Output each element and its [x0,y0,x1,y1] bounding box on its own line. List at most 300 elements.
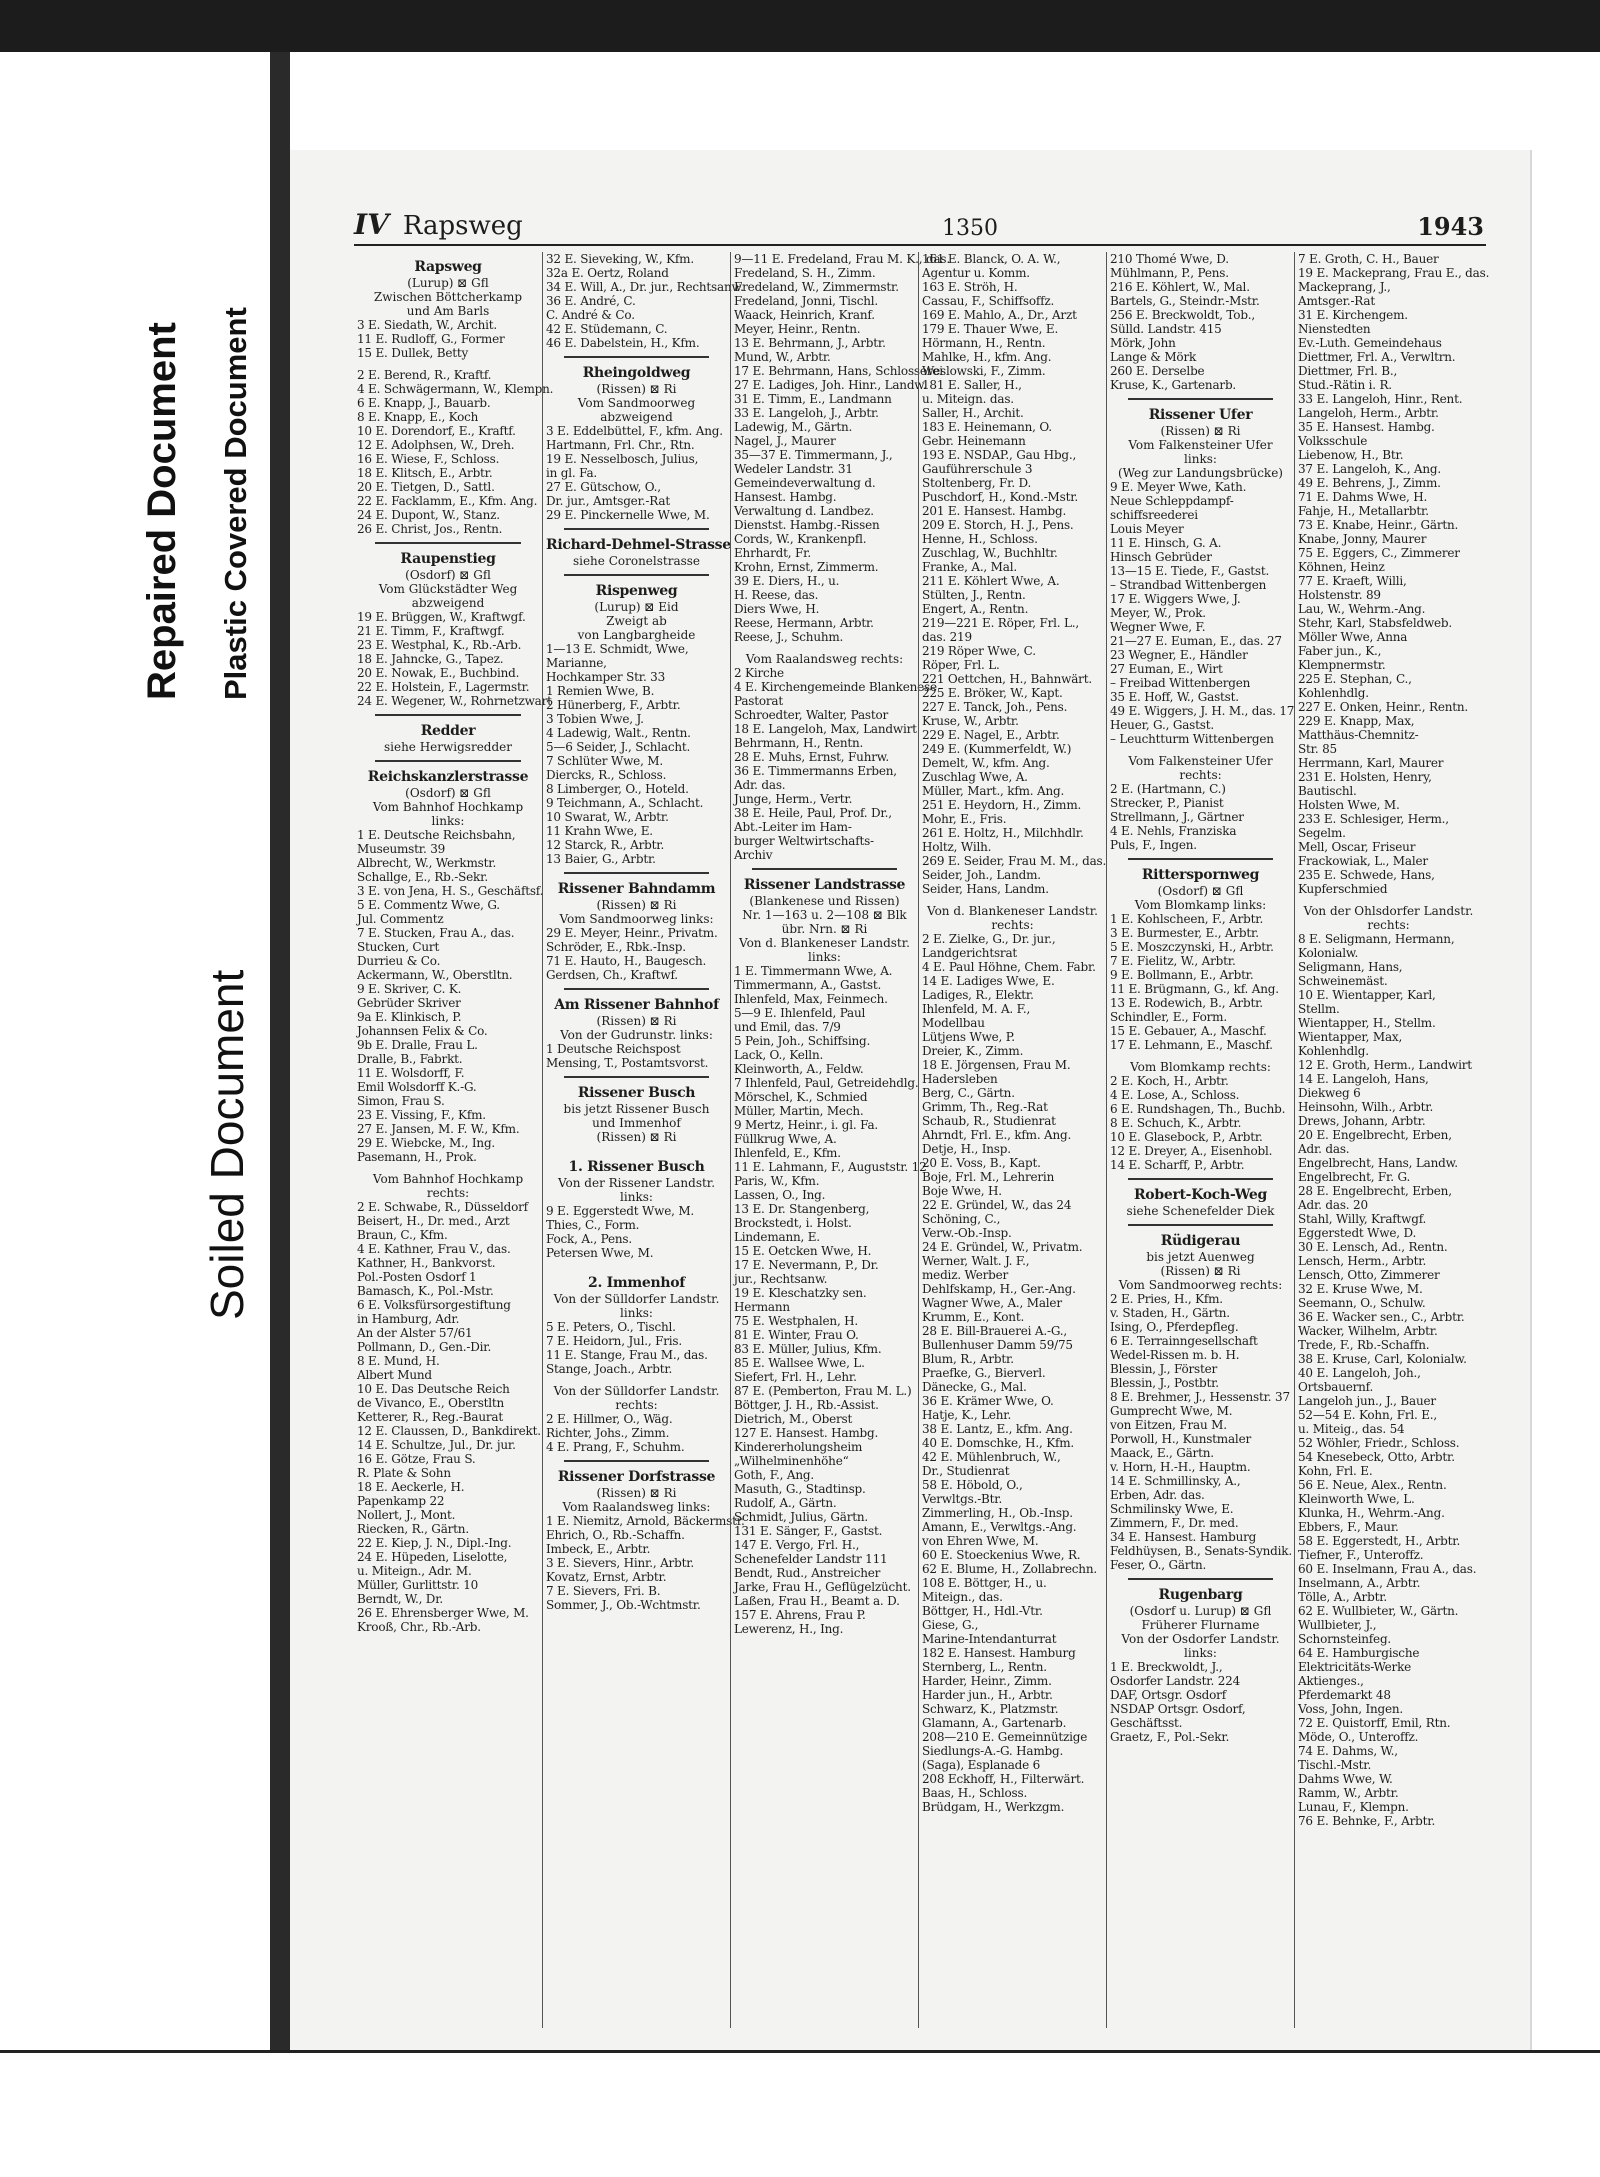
street-title: Raupenstieg [400,551,496,567]
list-item: 210 Thomé Wwe, D. [1110,252,1229,266]
list-item: 24 E. Wegener, W., Rohrnetzwart [357,694,552,708]
list-item: Pol.-Posten Osdorf 1 [357,1270,477,1284]
list-item: Porwoll, H., Kunstmaler [1110,1432,1252,1446]
list-item: 8 E. Mund, H. [357,1354,440,1368]
list-item: 5 E. Commentz Wwe, G. [357,898,500,912]
list-item: 161 E. Blanck, O. A. W., [922,252,1061,266]
list-item: Graetz, F., Pol.-Sekr. [1110,1730,1230,1744]
list-item: Landgerichtsrat [922,946,1018,960]
list-item: Diers Wwe, H. [734,602,820,616]
list-item: Ladiges, R., Elektr. [922,988,1034,1002]
list-item: 3 E. von Jena, H. S., Geschäftsf. [357,884,544,898]
list-item: Langeloh, Herm., Arbtr. [1298,406,1439,420]
list-item: Bartels, G., Steindr.-Mstr. [1110,294,1260,308]
list-item: Brüdgam, H., Werkzgm. [922,1800,1065,1814]
list-item: 11 E. Brügmann, G., kf. Ang. [1110,982,1279,996]
list-item: 73 E. Knabe, Heinr., Gärtn. [1298,518,1459,532]
list-item: 3 Tobien Wwe, J. [546,712,644,726]
list-item: 225 E. Bröker, W., Kapt. [922,686,1063,700]
list-item: und Emil, das. 7/9 [734,1020,841,1034]
list-item: Riecken, R., Gärtn. [357,1522,469,1536]
list-item: 3 E. Burmester, E., Arbtr. [1110,926,1259,940]
list-item: 3 E. Siedath, W., Archit. [357,318,498,332]
list-item: 14 E. Langeloh, Hans, [1298,1072,1429,1086]
list-item: 182 E. Hansest. Hamburg [922,1646,1076,1660]
list-item: Stucken, Curt [357,940,440,954]
list-item: Aktienges., [1298,1674,1364,1688]
list-item: v. Horn, H.-H., Hauptm. [1110,1460,1251,1474]
list-item: Dietrich, M., Oberst [734,1412,853,1426]
street-title: 1. Rissener Busch [568,1159,705,1175]
street-subtitle: rechts: [615,1398,658,1412]
list-item: 193 E. NSDAP., Gau Hbg., [922,448,1077,462]
list-item: Braun, C., Kfm. [357,1228,448,1242]
list-item: Hatje, K., Lehr. [922,1408,1012,1422]
street-subtitle: rechts: [1179,768,1222,782]
list-item: Durrieu & Co. [357,954,441,968]
list-item: 60 E. Stoeckenius Wwe, R. [922,1548,1081,1562]
list-item: Sternberg, L., Rentn. [922,1660,1047,1674]
list-item: 30 E. Lensch, Ad., Rentn. [1298,1240,1448,1254]
list-item: Ortsbauernf. [1298,1380,1374,1394]
list-item: jur., Rechtsanw. [734,1272,828,1286]
list-item: 12 E. Groth, Herm., Landwirt [1298,1058,1472,1072]
list-item: Stellm. [1298,1002,1340,1016]
list-item: Mackeprang, J., [1298,280,1391,294]
street-subtitle: Vom Raalandsweg rechts: [745,652,904,666]
list-item: 15 E. Oetcken Wwe, H. [734,1244,872,1258]
list-item: Langeloh jun., J., Bauer [1298,1394,1436,1408]
spacer [922,896,1103,904]
list-item: 2 E. Koch, H., Arbtr. [1110,1074,1229,1088]
list-item: 4 Ladewig, Walt., Rentn. [546,726,691,740]
section-divider [1128,1178,1273,1180]
list-item: 20 E. Tietgen, D., Sattl. [357,480,495,494]
street-subtitle: Vom Bahnhof Hochkamp [372,800,524,814]
list-item: Laßen, Frau H., Beamt a. D. [734,1594,900,1608]
spacer [1110,746,1291,754]
list-item: 4 E. Kirchengemeinde Blankenese [734,680,937,694]
section-divider [1128,1224,1273,1226]
list-item: 19 E. Brüggen, W., Kraftwgf. [357,610,526,624]
street-subtitle: abzweigend [411,596,485,610]
spacer [357,1164,539,1172]
list-item: 23 E. Vissing, F., Kfm. [357,1108,486,1122]
list-item: 169 E. Mahlo, A., Dr., Arzt [922,308,1077,322]
list-item: 7 E. Stucken, Frau A., das. [357,926,515,940]
list-item: 20 E. Voss, B., Kapt. [922,1156,1041,1170]
list-item: „Wilhelminenhöhe“ [734,1454,849,1468]
list-item: Kupferschmied [1298,882,1388,896]
list-item: 52—54 E. Kohn, Frl. E., [1298,1408,1438,1422]
list-item: Füllkrug Wwe, A. [734,1132,837,1146]
list-item: 58 E. Eggerstedt, H., Arbtr. [1298,1534,1461,1548]
list-item: Cassau, F., Schiffsoffz. [922,294,1055,308]
list-item: 14 E. Schultze, Jul., Dr. jur. [357,1438,516,1452]
list-item: 11 E. Hinsch, G. A. [1110,536,1222,550]
list-item: Cords, W., Krankenpfl. [734,532,867,546]
list-item: Jarke, Frau H., Geflügelzücht. [734,1580,911,1594]
list-item: 12 E. Dreyer, A., Eisenhobl. [1110,1144,1273,1158]
list-item: 27 E. Ladiges, Joh. Hinr., Landw. [734,378,927,392]
spacer [357,360,539,368]
list-item: 60 E. Inselmann, Frau A., das. [1298,1562,1477,1576]
list-item: Seligmann, Hans, [1298,960,1403,974]
list-item: 6 E. Knapp, J., Bauarb. [357,396,491,410]
column-4 [918,252,1106,2028]
list-item: 11 E. Lahmann, F., Auguststr. 12 [734,1160,927,1174]
list-item: Segelm. [1298,826,1346,840]
list-item: 64 E. Hamburgische [1298,1646,1420,1660]
list-item: Verwaltung d. Landbez. [734,504,874,518]
list-item: 4 E. Paul Höhne, Chem. Fabr. [922,960,1096,974]
list-item: Holtz, Wilh. [922,840,992,854]
list-item: 38 E. Heile, Paul, Prof. Dr., [734,806,892,820]
list-item: Dehlfskamp, H., Ger.-Ang. [922,1282,1076,1296]
list-item: Lensch, Otto, Zimmerer [1298,1268,1440,1282]
street-subtitle: rechts: [991,918,1034,932]
list-item: Gemeindeverwaltung d. [734,476,876,490]
list-item: Engert, A., Rentn. [922,602,1029,616]
list-item: 87 E. (Pemberton, Frau M. L.) [734,1384,912,1398]
list-item: Stoltenberg, Fr. D. [922,476,1032,490]
street-subtitle: Von der Osdorfer Landstr. [1121,1632,1280,1646]
list-item: 18 E. Jörgensen, Frau M. [922,1058,1071,1072]
list-item: 16 E. Götze, Frau S. [357,1452,476,1466]
list-item: Gumprecht Wwe, M. [1110,1404,1233,1418]
list-item: Kohn, Frl. E. [1298,1464,1373,1478]
street-title: Ritterspornweg [1141,867,1260,883]
list-item: Junge, Herm., Vertr. [734,792,853,806]
street-subtitle: (Rissen) ⊠ Ri [596,1486,677,1500]
list-item: Diettmer, Frl. A., Verwltrn. [1298,350,1456,364]
list-item: 76 E. Behnke, F., Arbtr. [1298,1814,1436,1828]
list-item: Henne, H., Schloss. [922,532,1038,546]
list-item: Wedeler Landstr. 31 [734,462,853,476]
street-title: Rispenweg [595,583,678,599]
list-item: Harder, Heinr., Zimm. [922,1674,1052,1688]
header-section-roman: IV [354,208,389,241]
list-item: 17 E. Nevermann, P., Dr. [734,1258,879,1272]
list-item: 23 Wegner, E., Händler [1110,648,1248,662]
list-item: Zimmern, F., Dr. med. [1110,1516,1239,1530]
list-item: Holsten Wwe, M. [1298,798,1400,812]
street-subtitle: rechts: [1367,918,1410,932]
list-item: 31 E. Kirchengem. [1298,308,1408,322]
list-item: 225 E. Stephan, C., [1298,672,1412,686]
list-item: Brockstedt, i. Holst. [734,1216,852,1230]
list-item: Mörschel, K., Schmied [734,1090,868,1104]
list-item: Jul. Commentz [357,912,444,926]
street-title: 2. Immenhof [588,1275,685,1291]
list-item: Hermann [734,1300,790,1314]
street-subtitle: siehe Schenefelder Diek [1126,1204,1275,1218]
list-item: 27 E. Gütschow, O., [546,480,661,494]
list-item: 1 E. Breckwoldt, J., [1110,1660,1223,1674]
spacer [546,1376,727,1384]
list-item: Blessin, J., Postbtr. [1110,1376,1219,1390]
list-item: 15 E. Dullek, Betty [357,346,469,360]
street-subtitle: Vom Glückstädter Weg [378,582,518,596]
list-item: Lack, O., Kelln. [734,1048,824,1062]
list-item: Dr. jur., Amtsger.-Rat [546,494,670,508]
list-item: 20 E. Nowak, E., Buchbind. [357,666,520,680]
list-item: 15 E. Gebauer, A., Maschf. [1110,1024,1267,1038]
spacer [734,644,915,652]
list-item: 157 E. Ahrens, Frau P. [734,1608,866,1622]
street-subtitle: Von d. Blankeneser Landstr. [927,904,1098,918]
list-item: Puschdorf, H., Kond.-Mstr. [922,490,1079,504]
list-item: 38 E. Kruse, Carl, Kolonialw. [1298,1352,1467,1366]
section-divider [564,528,709,530]
street-subtitle: Früherer Flurname [1141,1618,1260,1632]
list-item: Beisert, H., Dr. med., Arzt [357,1214,510,1228]
list-item: Praefke, G., Bierverl. [922,1366,1046,1380]
list-item: Ackermann, W., Oberstltn. [357,968,513,982]
list-item: Meyer, W., Prok. [1110,606,1206,620]
list-item: Papenkamp 22 [357,1494,445,1508]
label-plastic-covered-document: Plastic Covered Document [218,307,253,700]
list-item: Amann, E., Verwltgs.-Ang. [922,1520,1077,1534]
list-item: Erben, Adr. das. [1110,1488,1205,1502]
list-item: 10 E. Das Deutsche Reich [357,1382,510,1396]
street-title: Rissener Ufer [1148,407,1253,423]
street-subtitle: (Lurup) ⊠ Eid [594,600,679,614]
list-item: 8 E. Schuch, K., Arbtr. [1110,1116,1242,1130]
street-subtitle: (Rissen) ⊠ Ri [596,1014,677,1028]
list-item: 14 E. Ladiges Wwe, E. [922,974,1055,988]
street-subtitle: (Osdorf) ⊠ Gfl [405,786,491,800]
list-item: Siefert, Frl. H., Lehr. [734,1370,857,1384]
section-divider [1128,398,1273,400]
list-item: Lütjens Wwe, P. [922,1030,1015,1044]
list-item: Masuth, G., Stadtinsp. [734,1482,866,1496]
list-item: Schenefelder Landstr 111 [734,1552,888,1566]
list-item: Schallge, E., Rb.-Sekr. [357,870,488,884]
list-item: Seider, Hans, Landm. [922,882,1049,896]
street-subtitle: übr. Nrn. ⊠ Ri [781,922,868,936]
street-subtitle: Vom Sandmoorweg links: [559,912,714,926]
street-title: Reichskanzlerstrasse [367,769,529,785]
list-item: Dienstst. Hambg.-Rissen [734,518,880,532]
list-item: Sülld. Landstr. 415 [1110,322,1222,336]
page-header [354,205,1484,241]
street-subtitle: Vom Raalandsweg links: [562,1500,711,1514]
list-item: Saller, H., Archit. [922,406,1024,420]
street-title: Rissener Bahndamm [557,881,716,897]
street-subtitle: bis jetzt Auenweg [1146,1250,1255,1264]
list-item: Adr. das. [1298,1142,1350,1156]
list-item: 5 E. Peters, O., Tischl. [546,1320,676,1334]
list-item: Petersen Wwe, M. [546,1246,654,1260]
list-item: 1 E. Kohlscheen, F., Arbtr. [1110,912,1264,926]
list-item: Krooß, Chr., Rb.-Arb. [357,1620,481,1634]
list-item: Bautischl. [1298,784,1357,798]
list-item: Louis Meyer [1110,522,1184,536]
list-item: Nagel, J., Maurer [734,434,836,448]
list-item: Lange & Mörk [1110,350,1197,364]
list-item: Albrecht, W., Werkmstr. [357,856,497,870]
section-divider [564,988,709,990]
list-item: Agentur u. Komm. [922,266,1030,280]
list-item: Bullenhuser Damm 59/75 [922,1338,1073,1352]
street-subtitle: (Rissen) ⊠ Ri [596,382,677,396]
list-item: Schaub, R., Studienrat [922,1114,1056,1128]
list-item: Zuschlag, W., Buchhltr. [922,546,1058,560]
list-item: 40 E. Langeloh, Joh., [1298,1366,1421,1380]
list-item: 7 Schlüter Wwe, M. [546,754,663,768]
spacer [1298,896,1479,904]
list-item: 39 E. Diers, H., u. [734,574,840,588]
list-item: 29 E. Pinckernelle Wwe, M. [546,508,710,522]
list-item: 229 E. Nagel, E., Arbtr. [922,728,1060,742]
list-item: Marine-Intendanturrat [922,1632,1057,1646]
list-item: 13—15 E. Tiede, F., Gastst. [1110,564,1270,578]
list-item: Engelbrecht, Hans, Landw. [1298,1156,1458,1170]
list-item: Schmilinsky Wwe, E. [1110,1502,1234,1516]
list-item: Trede, F., Rb.-Schaffn. [1298,1338,1430,1352]
section-divider [1128,858,1273,860]
list-item: Maack, E., Gärtn. [1110,1446,1214,1460]
list-item: Grimm, Th., Reg.-Rat [922,1100,1048,1114]
list-item: 20 E. Engelbrecht, Erben, [1298,1128,1452,1142]
list-item: Inselmann, A., Arbtr. [1298,1576,1421,1590]
list-item: Boje Wwe, H. [922,1184,1002,1198]
list-item: Meyer, Heinr., Rentn. [734,322,861,336]
list-item: 28 E. Muhs, Ernst, Fuhrw. [734,750,890,764]
list-item: Diercks, R., Schloss. [546,768,667,782]
list-item: Kolonialw. [1298,946,1359,960]
list-item: Albert Mund [357,1368,432,1382]
list-item: Baas, H., Schloss. [922,1786,1028,1800]
list-item: 8 E. Knapp, E., Koch [357,410,479,424]
list-item: Stahl, Willy, Kraftwgf. [1298,1212,1427,1226]
list-item: 9 E. Meyer Wwe, Kath. [1110,480,1247,494]
list-item: 147 E. Vergo, Frl. H., [734,1538,860,1552]
street-subtitle: Von der Sülldorfer Landstr. [553,1292,720,1306]
list-item: Ev.-Luth. Gemeindehaus [1298,336,1442,350]
list-item: 10 Swarat, W., Arbtr. [546,810,669,824]
list-item: 24 E. Gründel, W., Privatm. [922,1240,1083,1254]
list-item: 9 Mertz, Heinr., i. gl. Fa. [734,1118,879,1132]
street-subtitle: Zweigt ab [606,614,667,628]
list-item: Reese, J., Schuhm. [734,630,844,644]
street-title: Rapsweg [414,259,482,275]
list-item: Mahlke, H., kfm. Ang. [922,350,1052,364]
list-item: Marianne, [546,656,607,670]
street-subtitle: Nr. 1—163 u. 2—108 ⊠ Blk [742,908,907,922]
list-item: Möde, O., Unteroffz. [1298,1730,1419,1744]
label-repaired-document: Repaired Document [140,322,184,700]
list-item: 12 E. Claussen, D., Bankdirekt. [357,1424,541,1438]
list-item: 7 E. Groth, C. H., Bauer [1298,252,1439,266]
list-item: Kohlenhdlg. [1298,1044,1369,1058]
list-item: An der Alster 57/61 [357,1326,473,1340]
list-item: Lewerenz, H., Ing. [734,1622,844,1636]
list-item: 1 E. Deutsche Reichsbahn, [357,828,516,842]
list-item: 19 E. Kleschatzky sen. [734,1286,867,1300]
list-item: 6 E. Rundshagen, Th., Buchb. [1110,1102,1286,1116]
list-item: 58 E. Höbold, O., [922,1478,1023,1492]
list-item: Siedlungs-A.-G. Hambg. [922,1744,1064,1758]
list-item: 35—37 E. Timmermann, J., [734,448,893,462]
list-item: – Strandbad Wittenbergen [1110,578,1267,592]
list-item: 32 E. Kruse Wwe, M. [1298,1282,1423,1296]
list-item: Pastorat [734,694,784,708]
list-item: 233 E. Schlesiger, Herm., [1298,812,1449,826]
list-item: 9b E. Dralle, Frau L. [357,1038,478,1052]
list-item: Frackowiak, L., Maler [1298,854,1428,868]
list-item: Schröder, E., Rbk.-Insp. [546,940,686,954]
list-item: 35 E. Hansest. Hambg. [1298,420,1435,434]
list-item: 260 E. Derselbe [1110,364,1205,378]
list-item: Schornsteinfeg. [1298,1632,1392,1646]
list-item: 11 E. Wolsdorff, F. [357,1066,465,1080]
street-subtitle: (Rissen) ⊠ Ri [1160,1264,1241,1278]
list-item: 18 E. Klitsch, E., Arbtr. [357,466,493,480]
list-item: Osdorfer Landstr. 224 [1110,1674,1240,1688]
section-divider [375,760,521,762]
street-subtitle: Vom Sandmoorweg rechts: [1118,1278,1283,1292]
street-title: Rissener Landstrasse [743,877,906,893]
street-subtitle: bis jetzt Rissener Busch [563,1102,710,1116]
street-subtitle: siehe Herwigsredder [383,740,513,754]
label-soiled-document: Soiled Document [201,969,253,1320]
list-item: Pollmann, D., Gen.-Dir. [357,1340,492,1354]
list-item: Fahje, H., Metallarbtr. [1298,504,1429,518]
scanner-side-strip [270,52,290,2052]
list-item: Harder jun., H., Arbtr. [922,1688,1053,1702]
column-5 [1106,252,1294,2028]
list-item: 9 E. Bollmann, E., Arbtr. [1110,968,1254,982]
list-item: Werner, Walt. J. F., [922,1254,1030,1268]
list-item: 85 E. Wallsee Wwe, L. [734,1356,865,1370]
list-item: in gl. Fa. [546,466,598,480]
list-item: Modellbau [922,1016,985,1030]
list-item: 9 Teichmann, A., Schlacht. [546,796,704,810]
street-subtitle: (Rissen) ⊠ Ri [596,898,677,912]
list-item: Kruse, W., Arbtr. [922,714,1019,728]
list-item: Fredeland, Jonni, Tischl. [734,294,879,308]
list-item: Holstenstr. 89 [1298,588,1381,602]
list-item: 29 E. Wiebcke, M., Ing. [357,1136,496,1150]
list-item: 34 E. Will, A., Dr. jur., Rechtsanw. [546,280,744,294]
street-subtitle: rechts: [426,1186,470,1200]
list-item: 31 E. Timm, E., Landmann [734,392,892,406]
list-item: 36 E. Timmermanns Erben, [734,764,897,778]
list-item: Diettmer, Frl. B., [1298,364,1398,378]
list-item: 2 E. Schwabe, R., Düsseldorf [357,1200,528,1214]
list-item: 9—11 E. Fredeland, Frau M. K., das. [734,252,950,266]
list-item: 62 E. Blume, H., Zollabrechn. [922,1562,1097,1576]
street-subtitle: von Langbargheide [577,628,696,642]
list-item: Geschäftsst. [1110,1716,1183,1730]
list-item: Nollert, J., Mont. [357,1508,456,1522]
list-item: 10 E. Glasebock, P., Arbtr. [1110,1130,1263,1144]
list-item: Wedel-Rissen m. b. H. [1110,1348,1240,1362]
list-item: Verwltgs.-Btr. [922,1492,1003,1506]
section-divider [1128,1578,1273,1580]
list-item: Klunka, H., Wehrm.-Ang. [1298,1506,1445,1520]
list-item: Goth, F., Ang. [734,1468,814,1482]
street-subtitle: und Immenhof [592,1116,681,1130]
list-item: 235 E. Schwede, Hans, [1298,868,1435,882]
list-item: Rudolf, A., Gärtn. [734,1496,837,1510]
list-item: Wagner Wwe, A., Maler [922,1296,1062,1310]
list-item: 10 E. Wientapper, Karl, [1298,988,1436,1002]
street-subtitle: links: [620,1306,653,1320]
list-item: Diekweg 6 [1298,1086,1361,1100]
